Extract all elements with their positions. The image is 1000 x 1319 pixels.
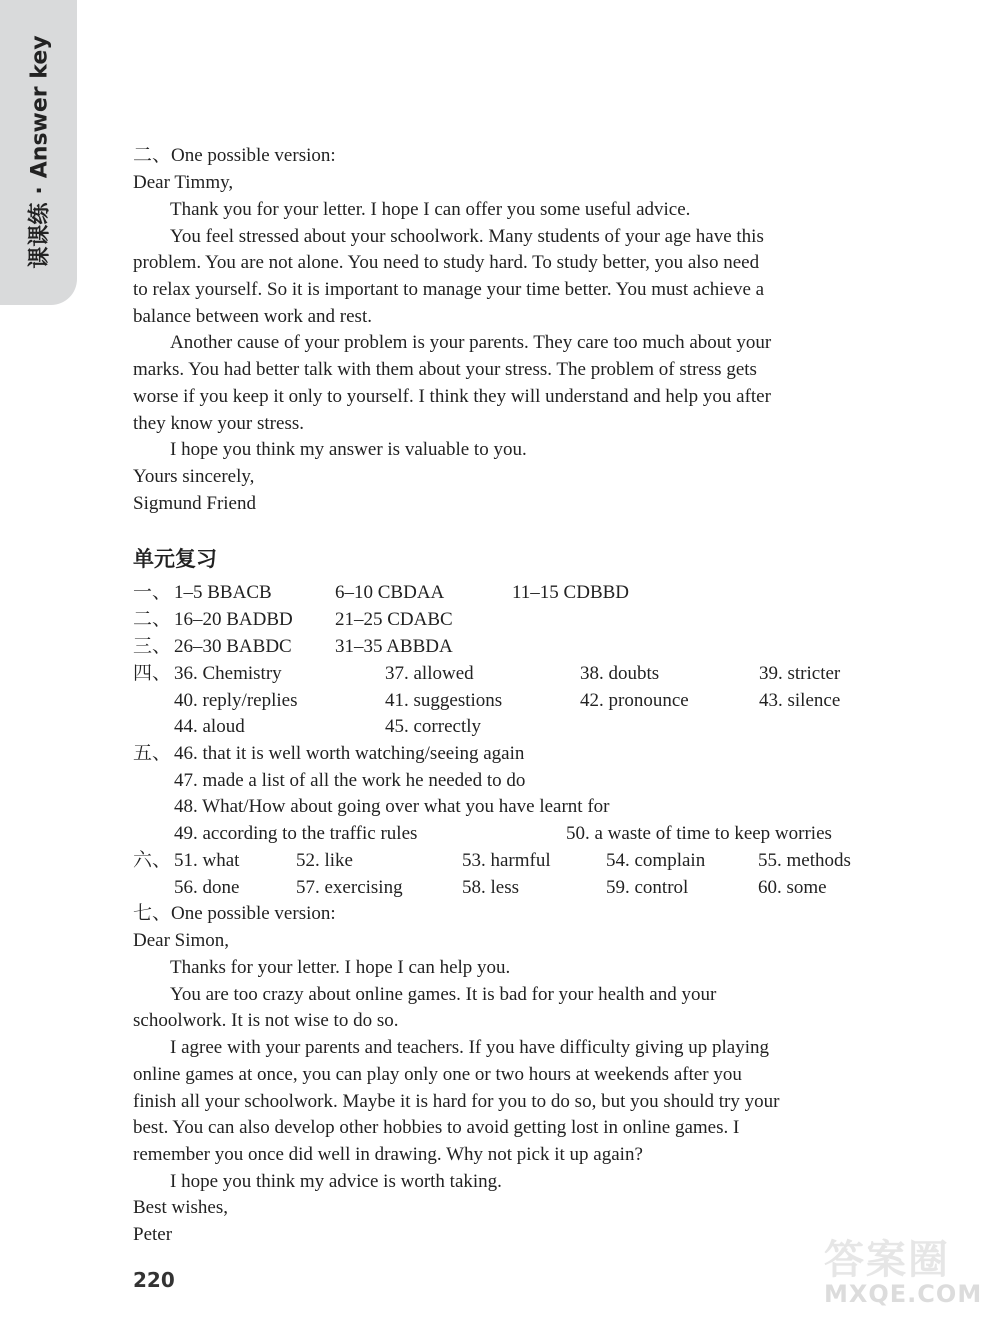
essay-1-line: marks. You had better talk with them about your stress. The problem of stress gets — [133, 359, 757, 380]
answer-item: 53. harmful — [462, 850, 551, 871]
essay-2-line: finish all your schoolwork. Maybe it is hard for you to do so, but you should try your — [133, 1091, 780, 1112]
answer-item: 59. control — [606, 877, 689, 898]
essay-2-greeting: Dear Simon, — [133, 930, 230, 951]
essay-1-greeting: Dear Timmy, — [133, 172, 234, 193]
answer-item: 58. less — [462, 877, 519, 898]
essay-1-line: I hope you think my answer is valuable to you. — [170, 439, 527, 460]
answer-item: 26–30 BABDC — [174, 636, 292, 657]
essay-1-line: they know your stress. — [133, 413, 304, 434]
answer-item: 16–20 BADBD — [174, 609, 293, 630]
answer-item: 37. allowed — [385, 663, 474, 684]
essay-2-line: You are too crazy about online games. It is bad for your health and your — [170, 984, 717, 1005]
watermark-logo — [824, 1228, 994, 1308]
answer-item: 48. What/How about going over what you have learnt for — [174, 796, 610, 817]
answer-item: 52. like — [296, 850, 353, 871]
answer-item: 45. correctly — [385, 716, 482, 737]
essay-1-line: Another cause of your problem is your parents. They care too much about your — [170, 332, 772, 353]
watermark-logo-text: 答案圈 — [824, 1237, 950, 1283]
answer-item: 54. complain — [606, 850, 706, 871]
essay-1-closing: Yours sincerely, — [133, 466, 255, 487]
essay-2-signature: Peter — [133, 1224, 173, 1245]
side-tab-chinese: 课课练 — [27, 202, 53, 269]
answer-item: 51. what — [174, 850, 240, 871]
essay-2-line: best. You can also develop other hobbies to avoid getting lost in online games. I — [133, 1117, 740, 1138]
page-number: 220 — [133, 1268, 175, 1292]
essay-2-line: remember you once did well in drawing. Why not pick it up again? — [133, 1144, 643, 1165]
section-label: 一、 — [133, 582, 172, 603]
section-label: 四、 — [133, 663, 172, 684]
answer-item: 39. stricter — [759, 663, 841, 684]
essay-1-line: You feel stressed about your schoolwork. Many students of your age have this — [170, 226, 764, 247]
essay-2-line: schoolwork. It is not wise to do so. — [133, 1010, 399, 1031]
answer-item: 31–35 ABBDA — [335, 636, 453, 657]
essay-1-signature: Sigmund Friend — [133, 493, 256, 514]
answer-item: 60. some — [758, 877, 827, 898]
answer-item: 46. that it is well worth watching/seeing again — [174, 743, 525, 764]
answer-item: 50. a waste of time to keep worries — [566, 823, 832, 844]
answer-item: 56. done — [174, 877, 240, 898]
side-tab — [0, 0, 77, 305]
essay-2-line: I agree with your parents and teachers. If you have difficulty giving up playing — [170, 1037, 770, 1058]
section-label: 二、 — [133, 609, 172, 630]
essay-2-line: I hope you think my advice is worth taking. — [170, 1171, 502, 1192]
answer-item: 40. reply/replies — [174, 690, 298, 711]
answer-item: 43. silence — [759, 690, 841, 711]
essay-1-line: problem. You are not alone. You need to study hard. To study better, you also need — [133, 252, 760, 273]
section-label: 三、 — [133, 636, 172, 657]
essay-1-line: to relax yourself. So it is important to manage your time better. You must achieve a — [133, 279, 765, 300]
answer-item: 55. methods — [758, 850, 851, 871]
essay-1-line: Thank you for your letter. I hope I can offer you some useful advice. — [170, 199, 691, 220]
essay-2-line: Thanks for your letter. I hope I can help you. — [170, 957, 511, 978]
answer-item: 47. made a list of all the work he needed to do — [174, 770, 526, 791]
essay-1-heading: 二、One possible version: — [133, 145, 336, 166]
section-label: 五、 — [133, 743, 172, 764]
answer-item: 6–10 CBDAA — [335, 582, 445, 603]
answer-item: 38. doubts — [580, 663, 660, 684]
essay-2-line: online games at once, you can play only one or two hours at weekends after you — [133, 1064, 742, 1085]
answer-item: 36. Chemistry — [174, 663, 282, 684]
watermark-url: MXQE.COM — [824, 1280, 983, 1308]
answer-item: 41. suggestions — [385, 690, 503, 711]
unit-review-title: 单元复习 — [133, 547, 217, 571]
answer-item: 21–25 CDABC — [335, 609, 453, 630]
essay-1-line: balance between work and rest. — [133, 306, 372, 327]
side-tab-english: Answer key — [27, 35, 53, 179]
answer-item: 11–15 CDBBD — [512, 582, 630, 603]
answer-item: 49. according to the traffic rules — [174, 823, 418, 844]
essay-2-closing: Best wishes, — [133, 1197, 228, 1218]
side-tab-separator: · — [27, 186, 53, 195]
answer-item: 57. exercising — [296, 877, 403, 898]
essay-2-heading: 七、One possible version: — [133, 903, 336, 924]
side-tab-label — [23, 35, 54, 268]
essay-1-line: worse if you keep it only to yourself. I think they will understand and help you after — [133, 386, 771, 407]
answer-item: 44. aloud — [174, 716, 245, 737]
answer-item: 1–5 BBACB — [174, 582, 272, 603]
answer-item: 42. pronounce — [580, 690, 689, 711]
section-label: 六、 — [133, 850, 172, 871]
